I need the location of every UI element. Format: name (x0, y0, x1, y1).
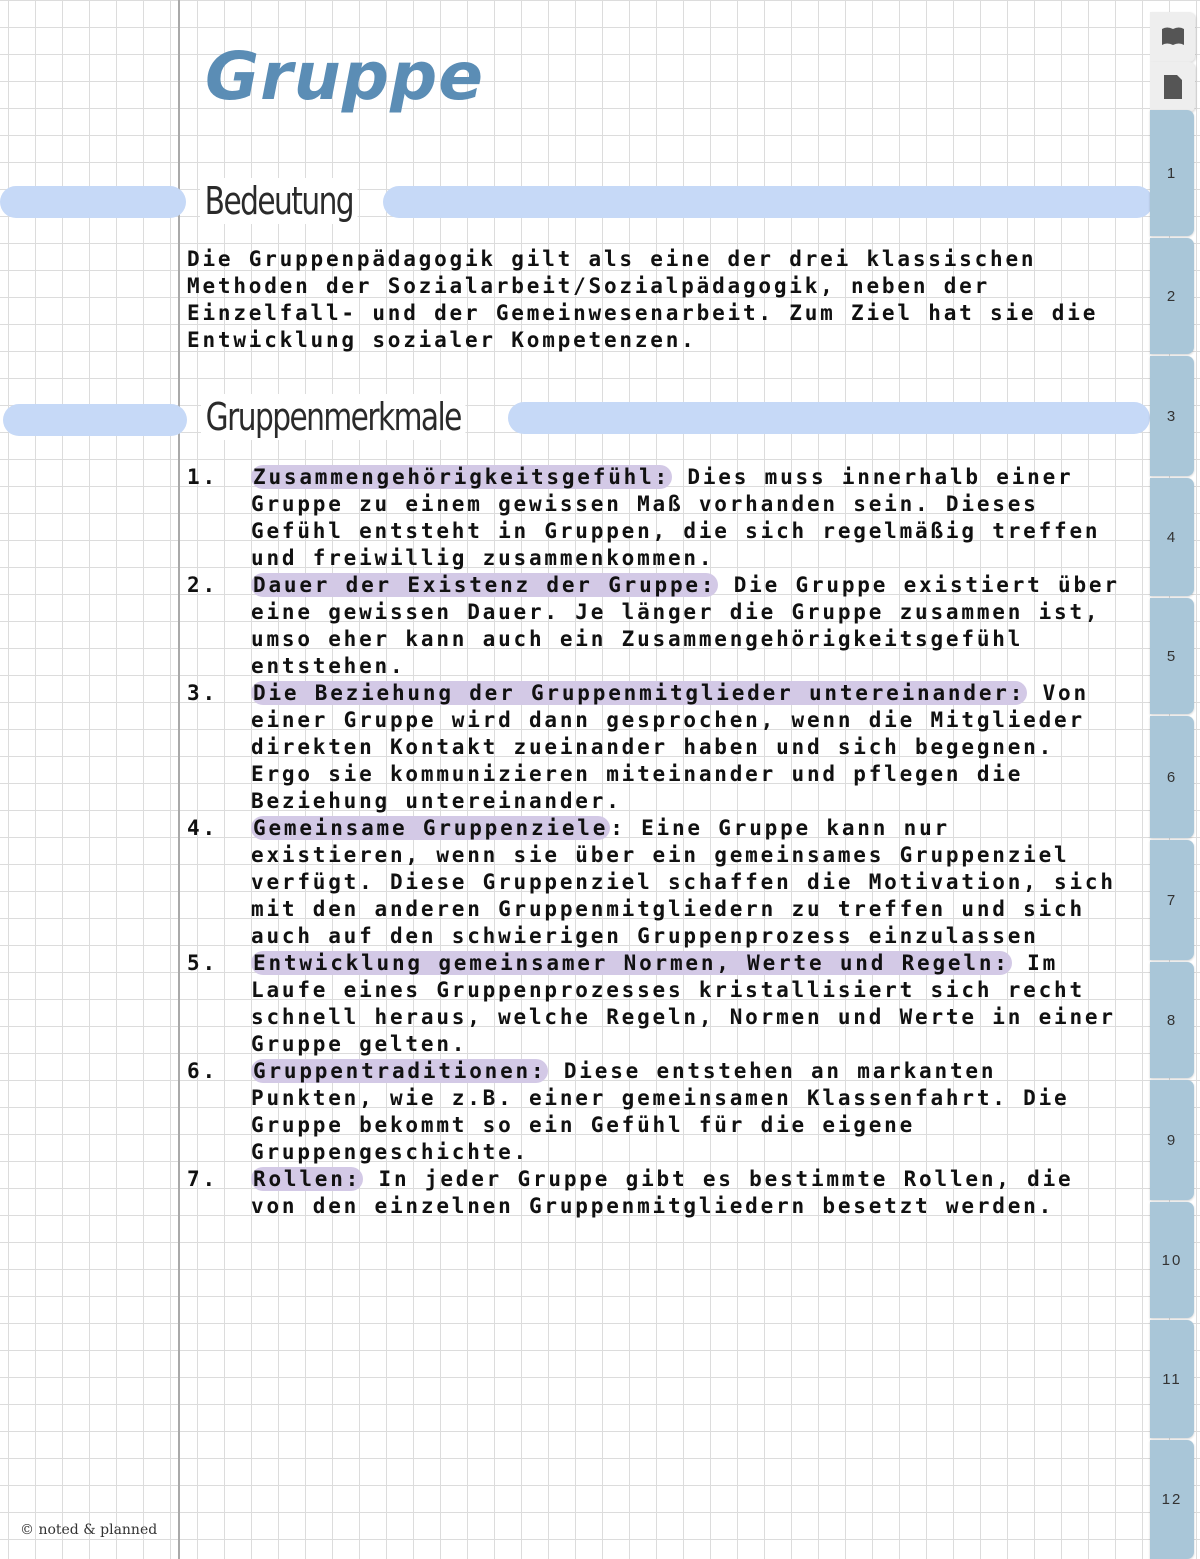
book-icon (1160, 25, 1186, 49)
item-term: Gemeinsame Gruppenziele (253, 816, 609, 840)
tab-label: 5 (1166, 647, 1178, 665)
section-bar-left (0, 186, 186, 218)
tab-8[interactable] (1150, 962, 1194, 1078)
section-heading-gruppenmerkmale: Gruppenmerkmale (201, 394, 466, 440)
section-bar-left (3, 404, 187, 436)
tab-9[interactable] (1150, 1080, 1194, 1200)
page-icon[interactable] (1150, 62, 1195, 112)
item-term: Die Beziehung der Gruppenmitglieder untereinander: (253, 681, 1026, 705)
page-icon (1162, 73, 1184, 101)
bedeutung-paragraph: Die Gruppenpädagogik gilt als eine der drei klassischen Methoden der Sozialarbeit/Sozialpädagogik, neben der Einzelfall- und der Gemeinwesenarbeit. Zum Ziel hat sie die Entwicklung sozialer Kompetenzen. (187, 247, 1099, 352)
merkmale-list (187, 464, 1127, 1220)
item-number: 5. (187, 951, 218, 975)
tab-4[interactable] (1150, 478, 1194, 596)
tab-label: 1 (1166, 164, 1178, 182)
item-text: Im Laufe eines Gruppenprozesses kristallisiert sich recht schnell heraus, welche Regeln, Normen und Werte in einer Gruppe gelten. (251, 951, 1116, 1056)
list-item (187, 572, 1127, 680)
item-term: Rollen: (253, 1167, 362, 1191)
item-term: Gruppentraditionen: (253, 1059, 547, 1083)
tab-label: 7 (1166, 891, 1178, 909)
tab-1[interactable] (1150, 110, 1194, 236)
item-text: : Eine Gruppe kann nur existieren, wenn sie über ein gemeinsames Gruppenziel verfügt. Diese Gruppenziel schaffen die Motivation, sich mit den anderen Gruppenmitgliedern zu treffen und sich auch auf den schwierigen Gruppenprozess einzulassen (251, 816, 1116, 948)
item-number: 4. (187, 816, 218, 840)
item-text: Die Gruppe existiert über eine gewissen Dauer. Je länger die Gruppe zusammen ist, umso eher kann auch ein Zusammengehörigkeitsgefühl entstehen. (251, 573, 1120, 678)
item-text: Von einer Gruppe wird dann gesprochen, wenn die Mitglieder direkten Kontakt zueinander haben und sich begegnen. Ergo sie kommunizieren miteinander und pflegen die Beziehung untereinander. (251, 681, 1089, 813)
item-number: 3. (187, 681, 218, 705)
page-title: Gruppe (205, 38, 484, 115)
list-item (187, 680, 1127, 815)
section-bar-right (508, 402, 1150, 434)
book-icon[interactable] (1150, 12, 1195, 62)
list-item (187, 1166, 1127, 1220)
tab-6[interactable] (1150, 716, 1194, 838)
tab-7[interactable] (1150, 840, 1194, 960)
item-text: In jeder Gruppe gibt es bestimmte Rollen, die von den einzelnen Gruppenmitgliedern besetzt werden. (251, 1167, 1074, 1218)
tab-2[interactable] (1150, 238, 1194, 354)
tab-10[interactable] (1150, 1202, 1194, 1318)
tab-label: 9 (1166, 1131, 1178, 1149)
tab-12[interactable] (1150, 1440, 1194, 1559)
tab-11[interactable] (1150, 1320, 1194, 1438)
item-text: Diese entstehen an markanten Punkten, wie z.B. einer gemeinsamen Klassenfahrt. Die Gruppe bekommt so ein Gefühl für die eigene Gruppengeschichte. (251, 1059, 1070, 1164)
section-heading-bedeutung: Bedeutung (200, 178, 358, 224)
list-item (187, 1058, 1127, 1166)
tab-5[interactable] (1150, 598, 1194, 714)
tab-label: 6 (1166, 768, 1178, 786)
item-term: Dauer der Existenz der Gruppe: (253, 573, 717, 597)
item-text: Dies muss innerhalb einer Gruppe zu einem gewissen Maß vorhanden sein. Dieses Gefühl entsteht in Gruppen, die sich regelmäßig treffen und freiwillig zusammenkommen. (251, 465, 1101, 570)
tab-3[interactable] (1150, 356, 1194, 476)
tab-label: 2 (1166, 287, 1178, 305)
list-item (187, 815, 1127, 950)
tab-label: 11 (1162, 1370, 1182, 1388)
list-item (187, 464, 1127, 572)
tab-label: 10 (1161, 1251, 1183, 1269)
margin-line (178, 0, 180, 1559)
section-bar-right (383, 186, 1153, 218)
tab-label: 8 (1166, 1011, 1178, 1029)
list-item (187, 950, 1127, 1058)
item-number: 2. (187, 573, 218, 597)
item-term: Entwicklung gemeinsamer Normen, Werte und Regeln: (253, 951, 1010, 975)
copyright-footer: © noted & planned (20, 1522, 158, 1538)
item-number: 6. (187, 1059, 218, 1083)
tab-label: 12 (1161, 1491, 1183, 1508)
item-number: 1. (187, 465, 218, 489)
item-term: Zusammengehörigkeitsgefühl: (253, 465, 670, 489)
item-number: 7. (187, 1167, 218, 1191)
tab-label: 3 (1166, 407, 1178, 425)
tab-label: 4 (1166, 528, 1178, 546)
